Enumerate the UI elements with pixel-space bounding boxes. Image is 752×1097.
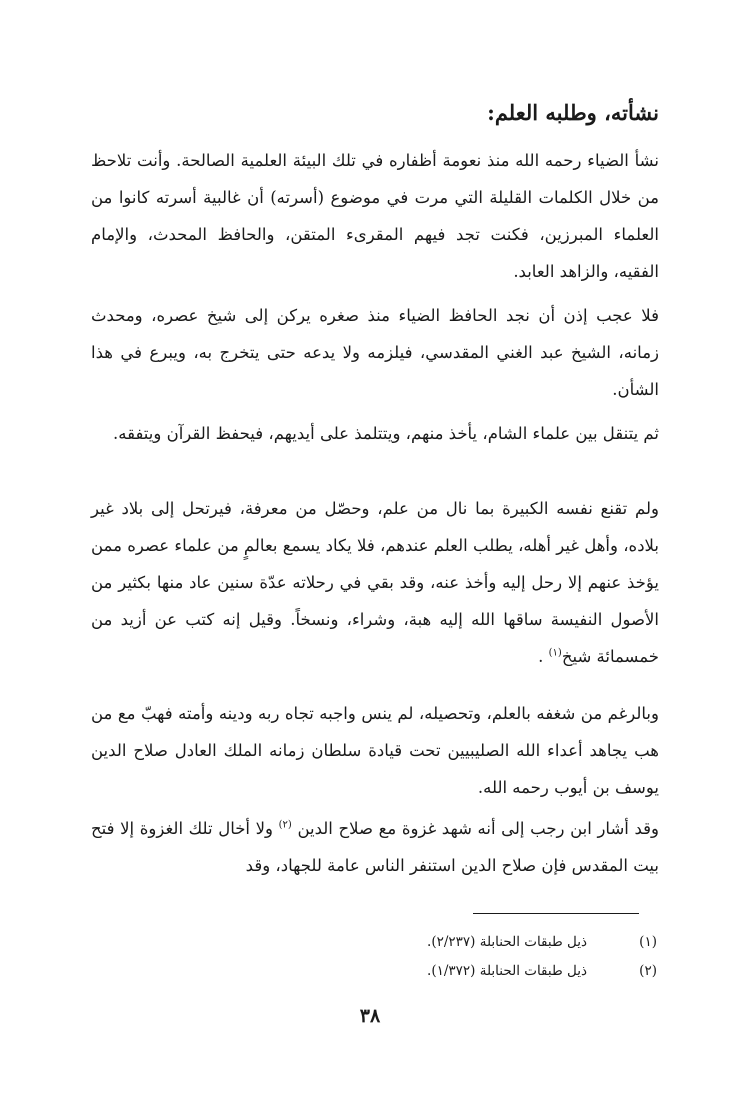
page-number: ٣٨ [359, 1005, 381, 1027]
paragraph-text-continued: ولا أخال تلك الغزوة إلا فتح بيت المقدس فإن صلاح الدين استنفر الناس عامة للجهاد، وقد [91, 819, 659, 875]
footnote-text: ذيل طبقات الحنابلة (١/٣٧٢). [427, 963, 587, 979]
paragraph-travels [91, 490, 659, 675]
footnote-number: (١) [639, 934, 657, 950]
section-heading: نشأته، وطلبه العلم: [487, 100, 659, 125]
paragraph-jihad [91, 695, 659, 806]
footnote-divider [473, 913, 639, 914]
footnote-1 [277, 932, 657, 952]
paragraph-upbringing [91, 142, 659, 290]
paragraph-text: فلا عجب إذن أن نجد الحافظ الضياء منذ صغره يركن إلى شيخ عصره، ومحدث زمانه، الشيخ عبد الغني المقدسي، فيلزمه ولا يدعه حتى يتخرج به، ويبرع في هذا الشأن. [91, 306, 659, 399]
paragraph-sham-scholars [91, 415, 659, 452]
paragraph-ibn-rajab [91, 810, 659, 884]
paragraph-text: ولم تقنع نفسه الكبيرة بما نال من علم، وحصّل من معرفة، فيرتحل إلى بلاد غير بلاده، وأهل غير أهله، يطلب العلم عندهم، فلا يكاد يسمع بعالمٍ من علماء عصره ممن يؤخذ عنهم إلا رحل إليه وأخذ عنه، وقد بقي في رحلاته عدّة سنين عاد منها بكثير من الأصول النفيسة ساقها الله إليه هبة، وشراء، ونسخاً. وقيل إنه كتب عن أزيد من خمسمائة شيخ [91, 499, 659, 666]
paragraph-teacher [91, 297, 659, 408]
footnote-2 [277, 961, 657, 981]
footnote-ref-2[interactable]: (٢) [278, 819, 292, 831]
footnote-text: ذيل طبقات الحنابلة (٢/٢٣٧). [427, 934, 587, 950]
period: . [538, 647, 544, 666]
paragraph-text: ثم يتنقل بين علماء الشام، يأخذ منهم، ويتتلمذ على أيديهم، فيحفظ القرآن ويتفقه. [113, 424, 659, 443]
footnote-ref-1[interactable]: (١) [548, 647, 562, 659]
paragraph-text: نشأ الضياء رحمه الله منذ نعومة أظفاره في تلك البيئة العلمية الصالحة. وأنت تلاحظ من خلال الكلمات القليلة التي مرت في موضوع (أسرته) أن غالبية أسرته كانوا من العلماء المبرزين، فكنت تجد فيهم المقرىء المتقن، والحافظ المحدث، والإمام الفقيه، والزاهد العابد. [91, 151, 659, 281]
paragraph-text: وقد أشار ابن رجب إلى أنه شهد غزوة مع صلاح الدين [297, 819, 659, 838]
footnote-number: (٢) [639, 963, 657, 979]
paragraph-text: وبالرغم من شغفه بالعلم، وتحصيله، لم ينس واجبه تجاه ربه ودينه وأمته فهبّ مع من هب يجاهد أعداء الله الصليبيين تحت قيادة سلطان زمانه الملك العادل صلاح الدين يوسف بن أيوب رحمه الله. [91, 704, 659, 797]
